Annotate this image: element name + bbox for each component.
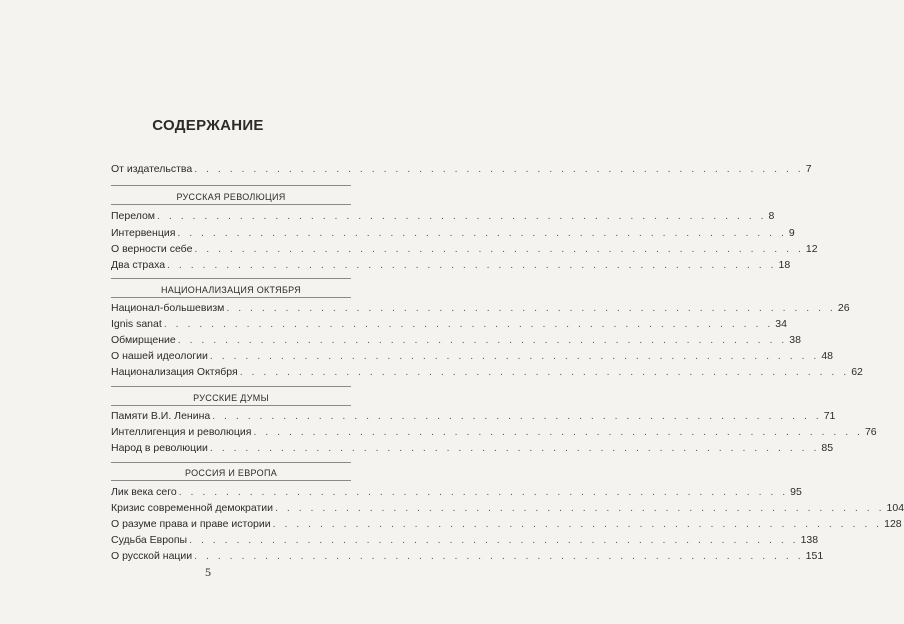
- dot-leader: . . . . . . . . . . . . . . . . . . . . . . . . . . . . . . . . . . . . . . . . . . . . . . . . . . . .: [194, 243, 804, 255]
- entry-page: 26: [837, 302, 850, 314]
- entry-page: 18: [778, 259, 791, 271]
- entry-title: Перелом: [111, 210, 156, 222]
- dot-leader: . . . . . . . . . . . . . . . . . . . . . . . . . . . . . . . . . . . . . . . . . . . . . . . . . . . .: [209, 442, 820, 454]
- dot-leader: . . . . . . . . . . . . . . . . . . . . . . . . . . . . . . . . . . . . . . . . . . . . . . . . . . . .: [163, 318, 774, 330]
- dot-leader: . . . . . . . . . . . . . . . . . . . . . . . . . . . . . . . . . . . . . . . . . . . . . . . . . . . .: [212, 410, 822, 422]
- section-heading: РУССКИЕ ДУМЫ: [193, 393, 269, 403]
- toc-entry: [111, 502, 904, 515]
- entry-page: 85: [821, 442, 834, 454]
- toc-entry: [111, 350, 834, 363]
- entry-title: Интеллигенция и революция: [111, 426, 252, 438]
- entry-page: 34: [775, 318, 787, 330]
- page-number: 5: [205, 565, 211, 579]
- entry-page: 151: [805, 550, 824, 562]
- entry-title: Национализация Октября: [111, 366, 238, 378]
- dot-leader: . . . . . . . . . . . . . . . . . . . . . . . . . . . . . . . . . . . . . . . . . . . . . . . . . . . .: [194, 163, 804, 175]
- entry-title: Интервенция: [111, 227, 176, 239]
- entry-title: Судьба Европы: [111, 534, 188, 546]
- entry-page: 9: [788, 227, 795, 239]
- dot-leader: . . . . . . . . . . . . . . . . . . . . . . . . . . . . . . . . . . . . . . . . . . . . . . . . . . . .: [177, 334, 788, 346]
- section-rule: [111, 462, 351, 463]
- entry-title: Кризис современной демократии: [111, 502, 274, 514]
- entry-title: О верности себе: [111, 243, 193, 255]
- toc-entry: [111, 302, 850, 315]
- section-rule: [111, 204, 351, 205]
- toc-entry: [111, 227, 795, 240]
- toc-entry: [111, 426, 877, 439]
- entry-title: О нашей идеологии: [111, 350, 208, 362]
- entry-page: 7: [805, 163, 812, 175]
- toc-entry: [111, 550, 824, 563]
- dot-leader: . . . . . . . . . . . . . . . . . . . . . . . . . . . . . . . . . . . . . . . . . . . . . . . . . . . .: [194, 550, 804, 562]
- section-rule: [111, 386, 351, 387]
- dot-leader: . . . . . . . . . . . . . . . . . . . . . . . . . . . . . . . . . . . . . . . . . . . . . . . . . . . .: [209, 350, 820, 362]
- toc-entry: [111, 243, 818, 256]
- entry-page: 71: [823, 410, 836, 422]
- section-heading: НАЦИОНАЛИЗАЦИЯ ОКТЯБРЯ: [160, 285, 302, 295]
- dot-leader: . . . . . . . . . . . . . . . . . . . . . . . . . . . . . . . . . . . . . . . . . . . . . . . . . . . .: [167, 259, 777, 271]
- dot-leader: . . . . . . . . . . . . . . . . . . . . . . . . . . . . . . . . . . . . . . . . . . . . . . . . . . . .: [253, 426, 863, 438]
- dot-leader: . . . . . . . . . . . . . . . . . . . . . . . . . . . . . . . . . . . . . . . . . . . . . . . . . . . .: [272, 518, 883, 530]
- entry-title: О русской нации: [111, 550, 193, 562]
- section-rule: [111, 405, 351, 406]
- entry-page: 8: [768, 210, 775, 222]
- toc-entry: [111, 318, 787, 331]
- toc-entry: [111, 410, 836, 423]
- toc-entry: [111, 366, 863, 379]
- dot-leader: . . . . . . . . . . . . . . . . . . . . . . . . . . . . . . . . . . . . . . . . . . . . . . . . . . . .: [226, 302, 836, 314]
- toc-entry: [111, 259, 791, 272]
- section-rule: [111, 278, 351, 279]
- page-title: СОДЕРЖАНИЕ: [152, 117, 264, 134]
- dot-leader: . . . . . . . . . . . . . . . . . . . . . . . . . . . . . . . . . . . . . . . . . . . . . . . . . . . .: [178, 486, 789, 498]
- entry-title: Лик века сего: [111, 486, 177, 498]
- entry-page: 128: [884, 518, 902, 530]
- entry-page: 38: [789, 334, 801, 346]
- section-rule: [111, 185, 351, 186]
- entry-page: 95: [790, 486, 802, 498]
- section-rule: [111, 297, 351, 298]
- entry-page: 48: [821, 350, 834, 362]
- entry-page: 138: [800, 534, 819, 546]
- entry-page: 76: [864, 426, 877, 438]
- entry-title: О разуме права и праве истории: [111, 518, 271, 530]
- toc-entry: [111, 486, 802, 499]
- section-heading: РОССИЯ И ЕВРОПА: [184, 468, 278, 478]
- dot-leader: . . . . . . . . . . . . . . . . . . . . . . . . . . . . . . . . . . . . . . . . . . . . . . . . . . . .: [275, 502, 885, 514]
- toc-entry: [111, 163, 812, 176]
- entry-title: Народ в революции: [111, 442, 208, 454]
- toc-entry: [111, 210, 775, 223]
- dot-leader: . . . . . . . . . . . . . . . . . . . . . . . . . . . . . . . . . . . . . . . . . . . . . . . . . . . .: [189, 534, 799, 546]
- entry-title: От издательства: [111, 163, 193, 175]
- dot-leader: . . . . . . . . . . . . . . . . . . . . . . . . . . . . . . . . . . . . . . . . . . . . . . . . . . . .: [239, 366, 850, 378]
- dot-leader: . . . . . . . . . . . . . . . . . . . . . . . . . . . . . . . . . . . . . . . . . . . . . . . . . . . .: [157, 210, 767, 222]
- entry-title: Обмирщение: [111, 334, 176, 346]
- dot-leader: . . . . . . . . . . . . . . . . . . . . . . . . . . . . . . . . . . . . . . . . . . . . . . . . . . . .: [177, 227, 787, 239]
- toc-entry: [111, 518, 902, 531]
- entry-title: Два страха: [111, 259, 166, 271]
- entry-page: 62: [851, 366, 863, 378]
- entry-title: Памяти В.И. Ленина: [111, 410, 211, 422]
- toc-entry: [111, 334, 801, 347]
- entry-page: 104: [886, 502, 904, 514]
- entry-title: Национал-большевизм: [111, 302, 225, 314]
- section-rule: [111, 480, 351, 481]
- toc-entry: [111, 442, 834, 455]
- entry-page: 12: [805, 243, 818, 255]
- toc-entry: [111, 534, 819, 547]
- section-heading: РУССКАЯ РЕВОЛЮЦИЯ: [176, 192, 286, 202]
- entry-title: Ignis sanat: [111, 318, 162, 330]
